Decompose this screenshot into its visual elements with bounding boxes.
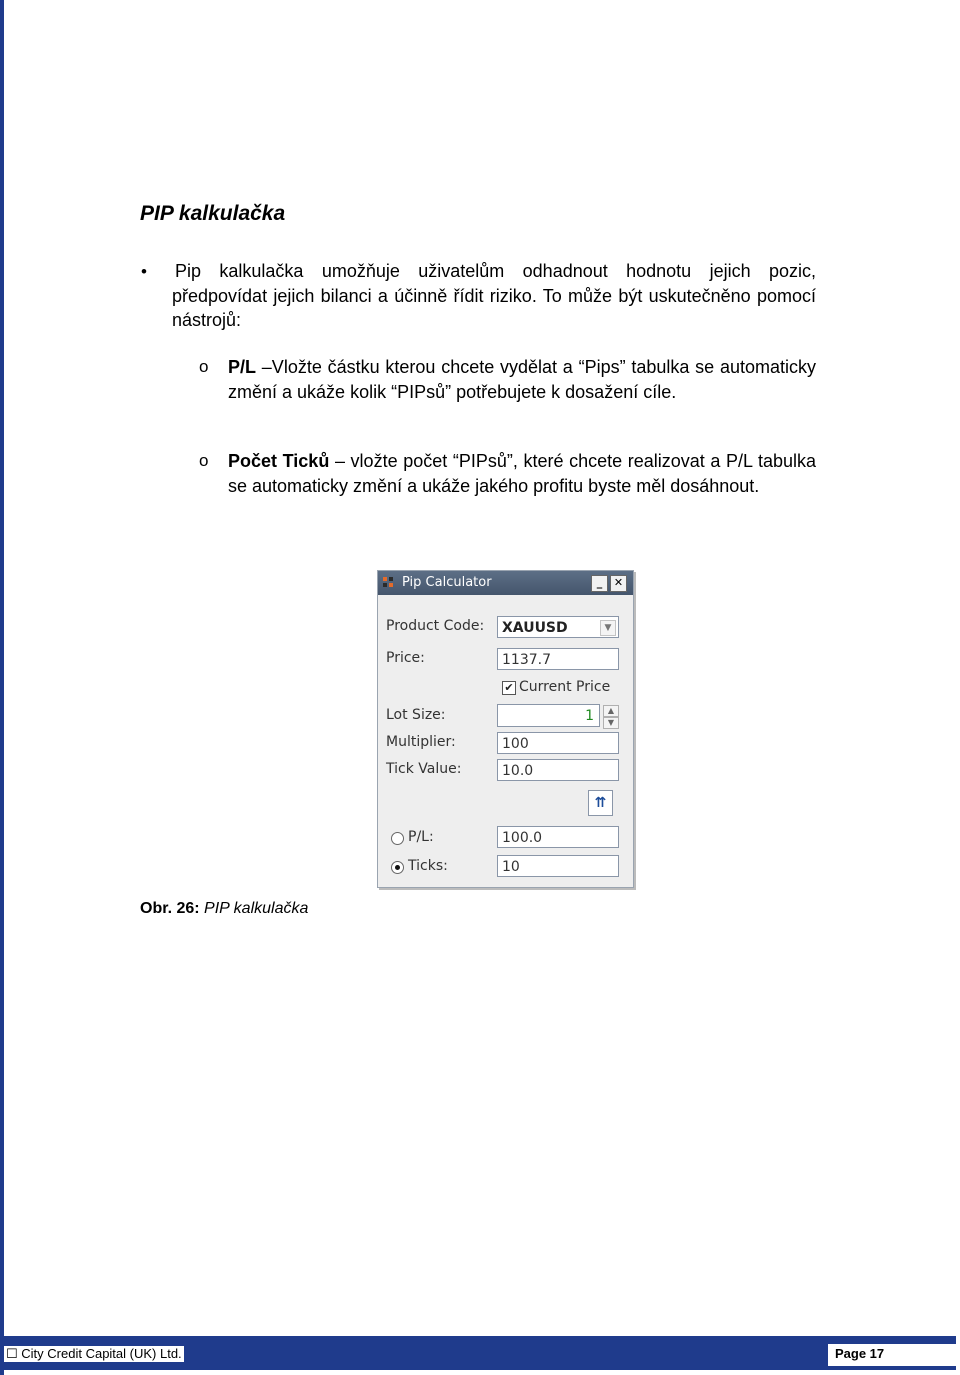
tick-value-label: Tick Value: bbox=[386, 761, 462, 777]
multiplier-label: Multiplier: bbox=[386, 734, 456, 750]
window-titlebar bbox=[378, 571, 633, 595]
bullet-marker: • bbox=[141, 262, 147, 281]
item-ticks-term: Počet Ticků bbox=[228, 451, 330, 471]
item-ticks-text: – vložte počet “PIPsů”, které chcete realizovat a P/L tabulka se automaticky změní a ukáže jakého profitu byste měl dosáhnout. bbox=[228, 451, 816, 496]
multiplier-input[interactable]: 100 bbox=[497, 732, 619, 754]
spin-down-icon[interactable]: ▼ bbox=[603, 717, 619, 729]
footer-company-text: City Credit Capital (UK) Ltd. bbox=[21, 1346, 182, 1361]
ticks-input[interactable]: 10 bbox=[497, 855, 619, 877]
price-input[interactable]: 1137.7 bbox=[497, 648, 619, 670]
price-label: Price: bbox=[386, 650, 425, 666]
item-pl-term: P/L bbox=[228, 357, 257, 377]
tick-value-input[interactable]: 10.0 bbox=[497, 759, 619, 781]
figure-caption bbox=[140, 900, 308, 918]
product-code-select[interactable] bbox=[497, 616, 619, 638]
double-chevron-up-icon[interactable]: ⇈ bbox=[588, 790, 613, 816]
product-code-label: Product Code: bbox=[386, 618, 485, 634]
ticks-label: Ticks: bbox=[408, 858, 448, 874]
pl-radio[interactable] bbox=[391, 832, 404, 845]
current-price-checkbox[interactable]: ✔ bbox=[502, 681, 516, 695]
sub-bullet-marker: o bbox=[199, 451, 209, 470]
close-button[interactable]: ✕ bbox=[610, 575, 627, 592]
product-code-value: XAUUSD bbox=[502, 620, 568, 636]
caption-prefix: Obr. 26: bbox=[140, 900, 200, 917]
pip-calculator-window bbox=[377, 570, 634, 888]
item-pl bbox=[228, 355, 816, 404]
footer-box-icon: ☐ bbox=[6, 1346, 18, 1361]
page-number: Page 17 bbox=[828, 1344, 956, 1366]
lot-size-label: Lot Size: bbox=[386, 707, 446, 723]
caption-text: PIP kalkulačka bbox=[204, 900, 309, 917]
left-margin-rule bbox=[0, 0, 4, 1375]
current-price-label: Current Price bbox=[519, 679, 611, 695]
intro-paragraph bbox=[172, 259, 816, 333]
pl-input[interactable]: 100.0 bbox=[497, 826, 619, 848]
minimize-button[interactable]: _ bbox=[591, 575, 608, 592]
ticks-radio[interactable] bbox=[391, 861, 404, 874]
spin-up-icon[interactable]: ▲ bbox=[603, 705, 619, 717]
section-heading: PIP kalkulačka bbox=[140, 202, 286, 225]
window-title: Pip Calculator bbox=[402, 575, 492, 590]
item-pl-text: –Vložte částku kterou chcete vydělat a “Pips” tabulka se automaticky změní a ukáže kolik “PIPsů” potřebujete k dosažení cíle. bbox=[228, 357, 816, 402]
footer-company bbox=[4, 1346, 184, 1362]
item-ticks bbox=[228, 449, 816, 498]
app-icon bbox=[383, 577, 395, 589]
pl-label: P/L: bbox=[408, 829, 434, 845]
sub-bullet-marker: o bbox=[199, 357, 209, 376]
lot-size-input[interactable]: 1 bbox=[497, 704, 600, 727]
intro-text: Pip kalkulačka umožňuje uživatelům odhadnout hodnotu jejich pozic, předpovídat jejich bilanci a účinně řídit riziko. To může být uskutečněno pomocí nástrojů: bbox=[172, 261, 816, 330]
chevron-down-icon[interactable]: ▼ bbox=[600, 620, 616, 636]
